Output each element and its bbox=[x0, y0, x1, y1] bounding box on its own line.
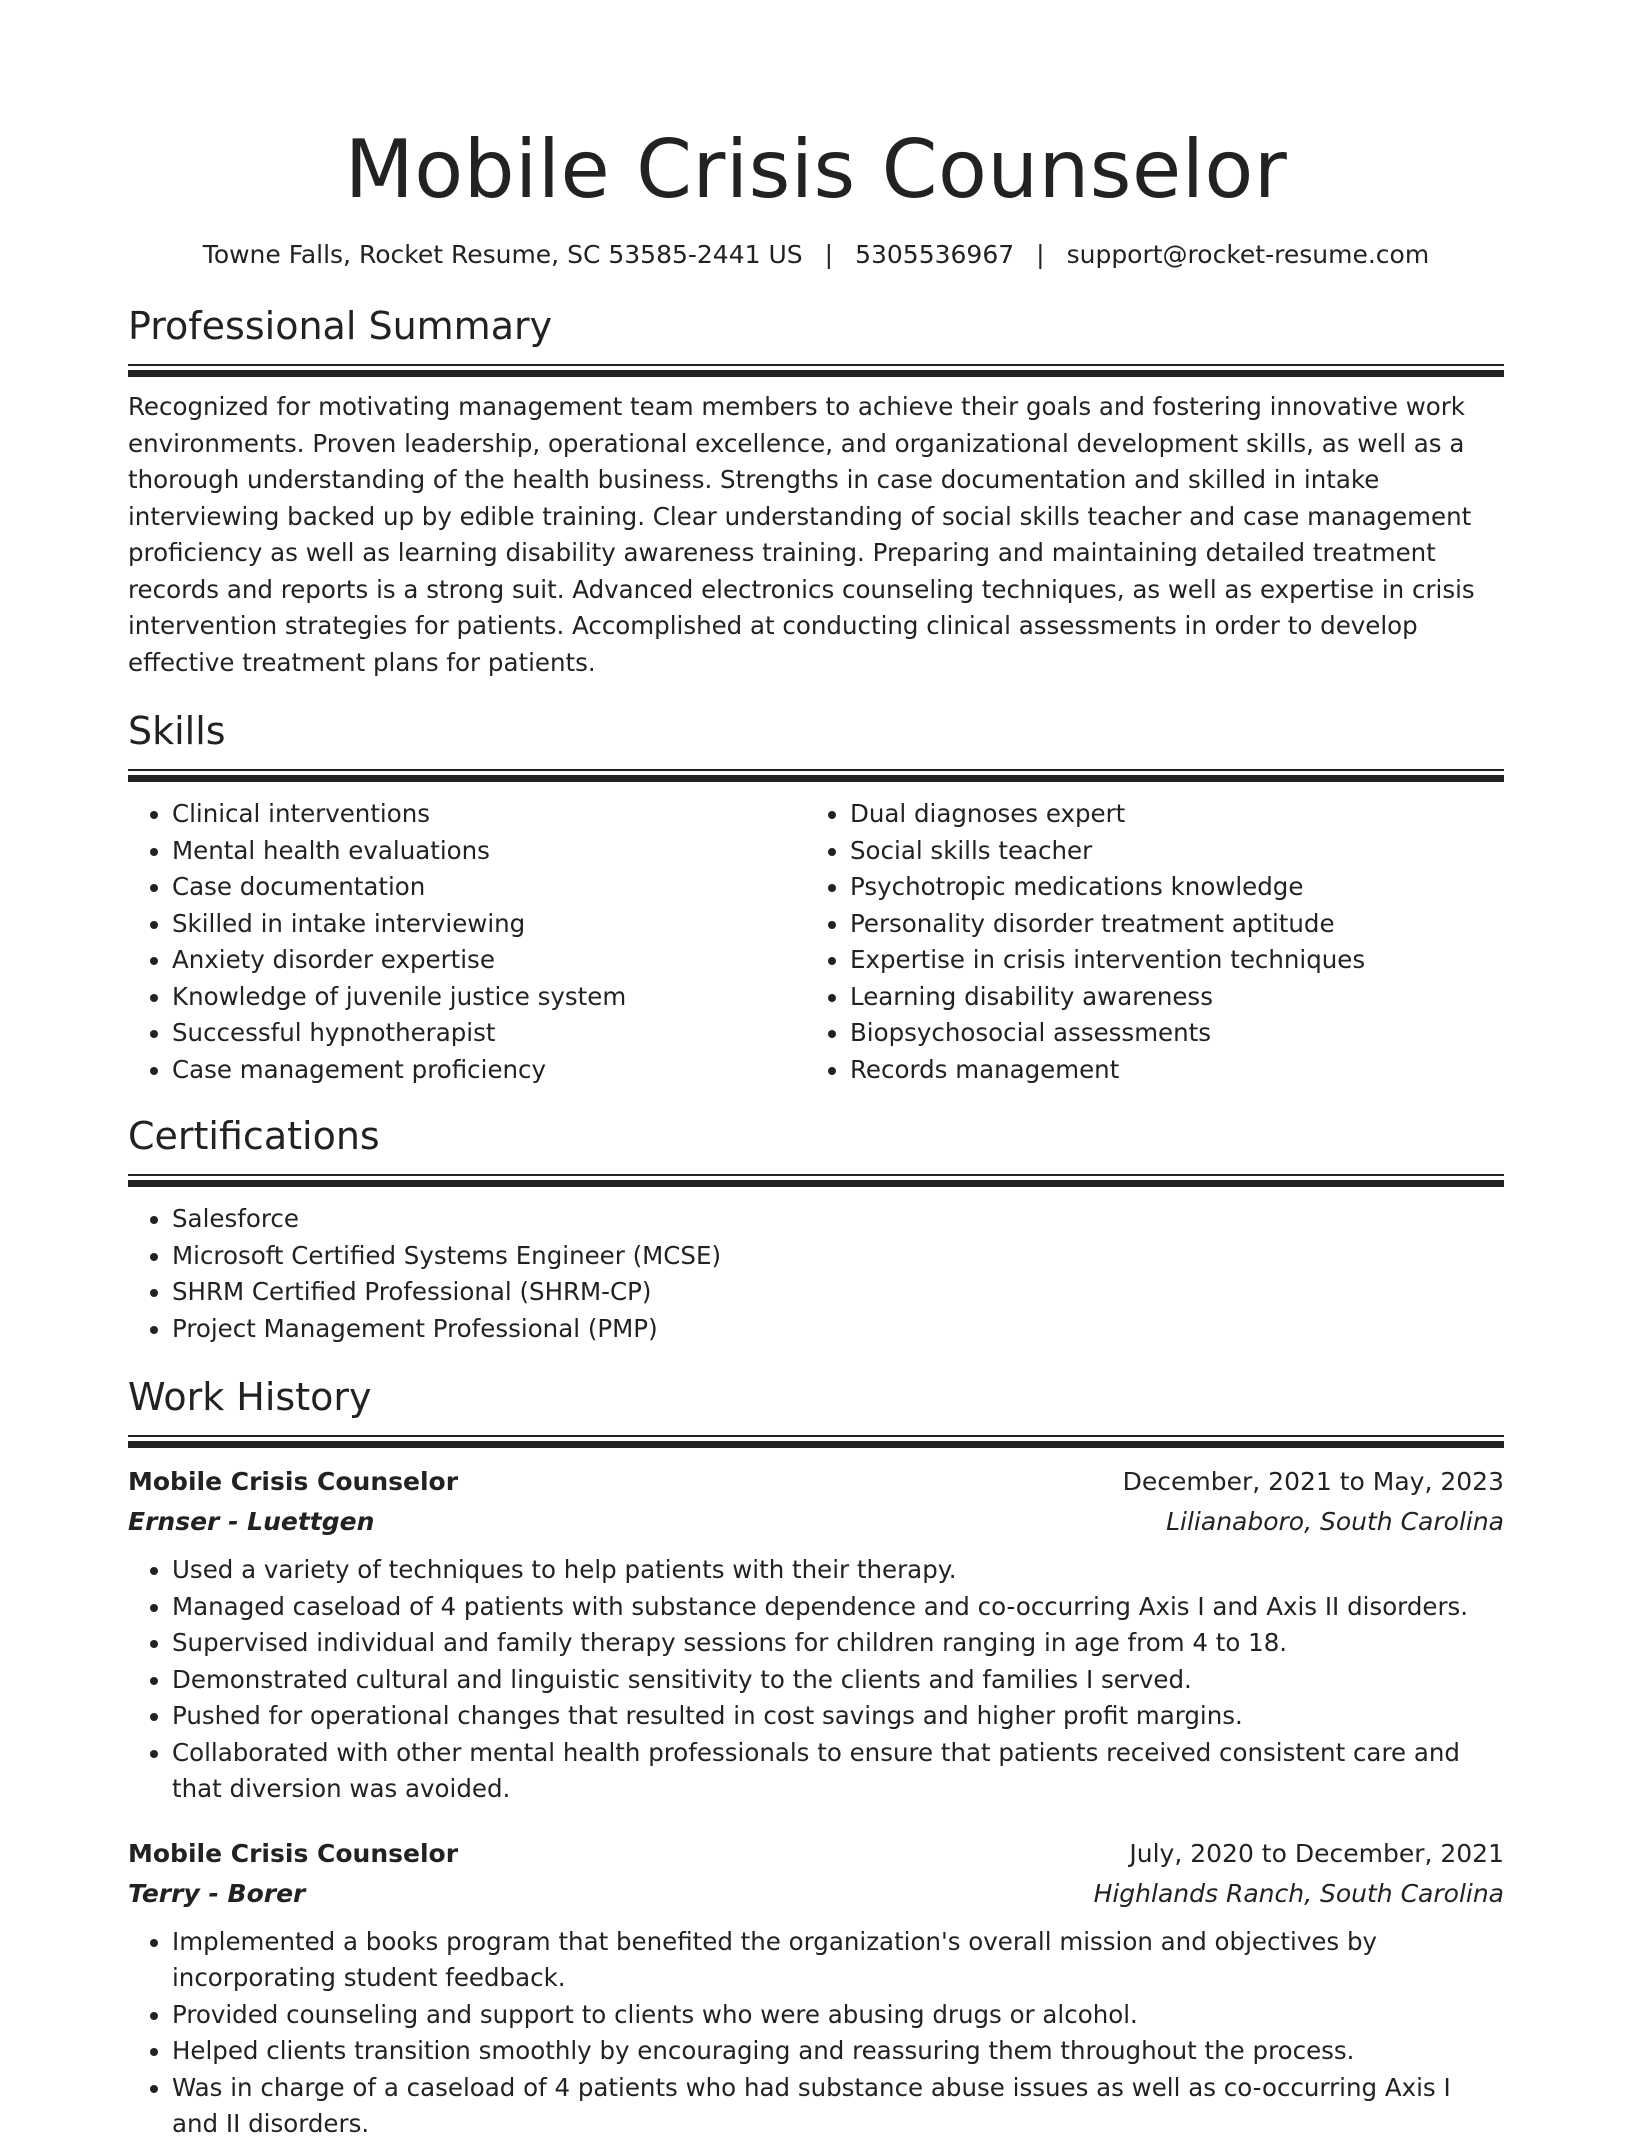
contact-address: Towne Falls, Rocket Resume, SC 53585-2441 US bbox=[202, 240, 803, 269]
skill-item: • Expertise in crisis intervention techniques bbox=[850, 942, 1484, 979]
job-company-row bbox=[128, 1874, 1504, 1914]
contact-email: support@rocket-resume.com bbox=[1066, 240, 1430, 269]
job-title: Mobile Crisis Counselor bbox=[128, 1838, 459, 1868]
section-divider bbox=[128, 769, 1504, 782]
job-header-row bbox=[128, 1834, 1504, 1874]
section-divider bbox=[128, 364, 1504, 377]
certification-item: • Project Management Professional (PMP) bbox=[172, 1311, 1504, 1348]
section-title-certifications: Certifications bbox=[128, 1114, 380, 1158]
job-bullet: • Implemented a books program that benefited the organization's overall mission and objectives by incorporating student feedback. bbox=[172, 1924, 1504, 1997]
section-title-summary: Professional Summary bbox=[128, 304, 553, 348]
skill-item: • Anxiety disorder expertise bbox=[172, 942, 806, 979]
skill-item: • Records management bbox=[850, 1052, 1484, 1089]
skills-grid bbox=[128, 796, 1504, 1088]
job-title: Mobile Crisis Counselor bbox=[128, 1467, 459, 1496]
contact-separator: | bbox=[824, 240, 834, 269]
certification-item: • SHRM Certified Professional (SHRM-CP) bbox=[172, 1274, 1504, 1311]
job-bullet: • Used a variety of techniques to help patients with their therapy. bbox=[172, 1552, 1504, 1589]
section-title-work-history: Work History bbox=[128, 1375, 372, 1419]
contact-separator: | bbox=[1036, 240, 1045, 269]
skill-item: • Successful hypnotherapist bbox=[172, 1015, 806, 1052]
job-company-row bbox=[128, 1502, 1504, 1542]
job-dates: December, 2021 to May, 2023 bbox=[1122, 1467, 1504, 1496]
skill-item: • Skilled in intake interviewing bbox=[172, 906, 806, 943]
job-bullet: • Managed caseload of 4 patients with substance dependence and co-occurring Axis I and Axis II disorders. bbox=[172, 1589, 1504, 1626]
job-location: Lilianaboro, South Carolina bbox=[1166, 1507, 1504, 1536]
resume-page bbox=[128, 0, 1504, 2143]
skill-item: • Case documentation bbox=[172, 869, 806, 906]
skill-item: • Clinical interventions bbox=[172, 796, 806, 833]
skills-column-right bbox=[806, 796, 1484, 1088]
contact-phone: 5305536967 bbox=[855, 240, 1015, 269]
section-title-skills: Skills bbox=[128, 709, 226, 753]
summary-text: Recognized for motivating management team members to achieve their goals and fostering innovative work environments. Proven leadership, operational excellence, and organizational development skills, as well as a thorough understanding of the health business. Strengths in case documentation and skilled in intake interviewing backed up by edible training. Clear understanding of social skills teacher and case management proficiency as well as learning disability awareness training. Preparing and maintaining detailed treatment records and reports is a strong suit. Advanced electronics counseling techniques, as well as expertise in crisis intervention strategies for patients. Accomplished at conducting clinical assessments in order to develop effective treatment plans for patients. bbox=[128, 392, 1475, 677]
section-divider bbox=[128, 1435, 1504, 1448]
candidate-name: Mobile Crisis Counselor bbox=[344, 123, 1288, 216]
skills-column-left bbox=[128, 796, 806, 1088]
job-bullet: • Collaborated with other mental health professionals to ensure that patients received consistent care and that diversion was avoided. bbox=[172, 1735, 1504, 1808]
job-bullet: • Was in charge of a caseload of 4 patients who had substance abuse issues as well as co-occurring Axis I and II disorders. bbox=[172, 2070, 1504, 2143]
skill-item: • Dual diagnoses expert bbox=[850, 796, 1484, 833]
job-entry bbox=[128, 1834, 1504, 2143]
work-history-section bbox=[128, 1373, 1504, 2143]
skill-item: • Psychotropic medications knowledge bbox=[850, 869, 1484, 906]
skill-item: • Mental health evaluations bbox=[172, 833, 806, 870]
job-header-row bbox=[128, 1462, 1504, 1502]
skill-item: • Learning disability awareness bbox=[850, 979, 1484, 1016]
job-dates: July, 2020 to December, 2021 bbox=[1129, 1838, 1504, 1868]
job-bullet: • Demonstrated cultural and linguistic sensitivity to the clients and families I served. bbox=[172, 1662, 1504, 1699]
job-bullet: • Helped clients transition smoothly by encouraging and reassuring them throughout the process. bbox=[172, 2033, 1504, 2070]
skill-item: • Biopsychosocial assessments bbox=[850, 1015, 1484, 1052]
skills-section bbox=[128, 707, 1504, 1088]
skill-item: • Knowledge of juvenile justice system bbox=[172, 979, 806, 1016]
certification-item: • Microsoft Certified Systems Engineer (MCSE) bbox=[172, 1238, 1504, 1275]
certifications-section bbox=[128, 1112, 1504, 1347]
summary-section bbox=[128, 302, 1504, 681]
job-location: Highlands Ranch, South Carolina bbox=[1093, 1878, 1504, 1908]
skill-item: • Social skills teacher bbox=[850, 833, 1484, 870]
skill-item: • Case management proficiency bbox=[172, 1052, 806, 1089]
skill-item: • Personality disorder treatment aptitude bbox=[850, 906, 1484, 943]
job-bullet: • Pushed for operational changes that resulted in cost savings and higher profit margins. bbox=[172, 1698, 1504, 1735]
job-company: Terry - Borer bbox=[128, 1878, 306, 1908]
section-divider bbox=[128, 1174, 1504, 1187]
job-company: Ernser - Luettgen bbox=[128, 1507, 375, 1536]
certification-item: • Salesforce bbox=[172, 1201, 1504, 1238]
contact-line bbox=[128, 238, 1504, 272]
job-entry bbox=[128, 1462, 1504, 1808]
job-bullet: • Provided counseling and support to clients who were abusing drugs or alcohol. bbox=[172, 1997, 1504, 2034]
job-bullet: • Supervised individual and family therapy sessions for children ranging in age from 4 to 18. bbox=[172, 1625, 1504, 1662]
